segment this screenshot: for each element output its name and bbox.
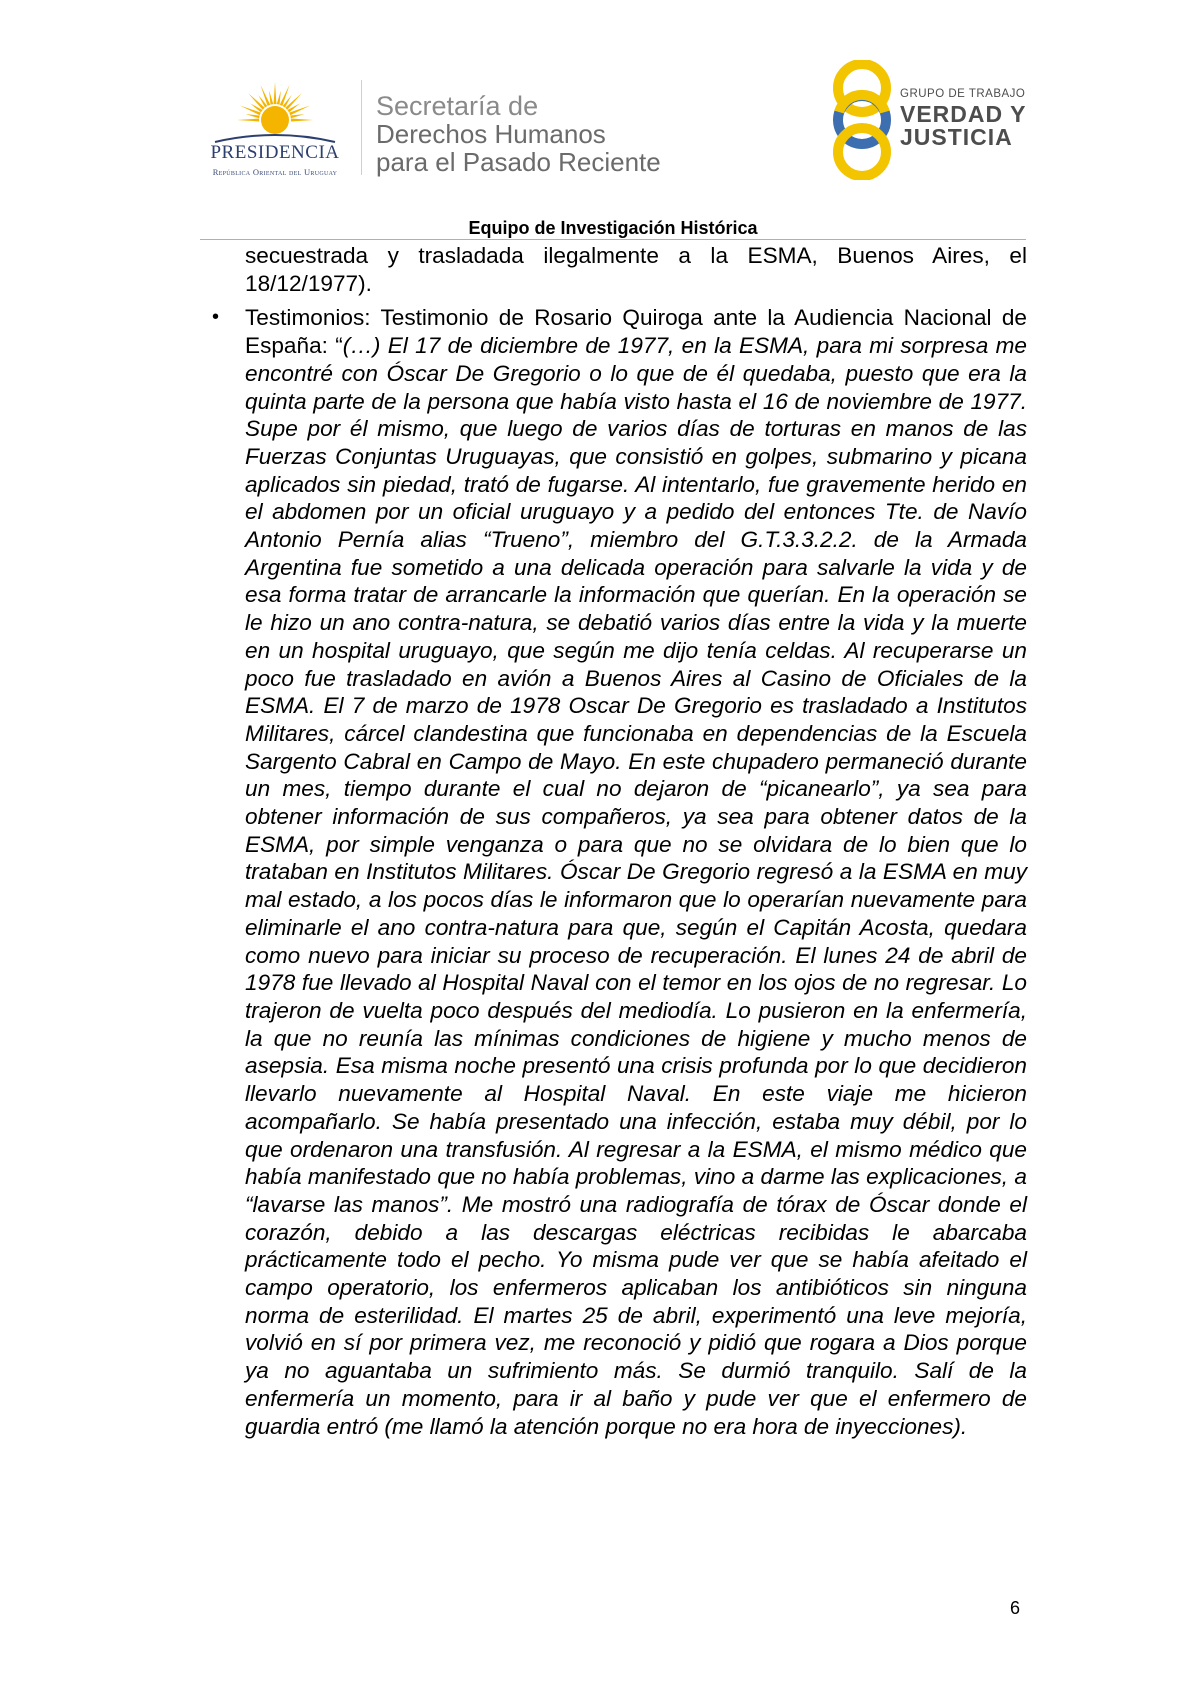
header-divider xyxy=(361,80,362,175)
rings-icon xyxy=(825,60,900,180)
sun-icon xyxy=(195,80,355,144)
gtvj-line-3: JUSTICIA xyxy=(900,124,1013,150)
sun-ray xyxy=(237,119,259,122)
testimonio-quote: (…) El 17 de diciembre de 1977, en la ESMA, para mi sorpresa me encontré con Óscar De Gregorio o lo que de él quedaba, puesto que era la quinta parte de la persona que había visto hasta el 16 de noviembre de 1977. Supe por él mismo, que luego de varios días de torturas en manos de las Fuerzas Conjuntas Uruguayas, que consistió en golpes, submarino y picana aplicados sin piedad, trató de fugarse. Al intentarlo, fue gravemente herido en el abdomen por un oficial uruguayo y a pedido del entonces Tte. de Navío Antonio Pernía alias “Trueno”, miembro del G.T.3.3.2.2. de la Armada Argentina fue sometido a una delicada operación para salvarle la vida y de esa forma tratar de arrancarle la información que querían. En la operación se le hizo un ano contra-natura, se debatió varios días entre la vida y la muerte en un hospital uruguayo, que según me dijo tenía celdas. Al recuperarse un poco fue trasladado en avión a Buenos Aires al Casino de Oficiales de la ESMA. El 7 de marzo de 1978 Oscar De Gregorio es trasladado a Institutos Militares, cárcel clandestina que funcionaba en dependencias de la Escuela Sargento Cabral en Campo de Mayo. En este chupadero permaneció durante un mes, tiempo durante el cual no dejaron de “picanearlo”, ya sea para obtener información de sus compañeros, ya sea para obtener datos de la ESMA, por simple venganza o para que no se olvidara de lo bien que lo trataban en Institutos Militares. Óscar De Gregorio regresó a la ESMA en muy mal estado, a los pocos días le informaron que lo operarían nuevamente para eliminarle el ano contra-natura para que, según el Capitán Acosta, quedara como nuevo para iniciar su proceso de recuperación. El lunes 24 de abril de 1978 fue llevado al Hospital Naval con el temor en los ojos de no regresar. Lo trajeron de vuelta poco después del mediodía. Lo pusieron en la enfermería, la que no reunía las mínimas condiciones de higiene y mucho menos de asepsia. Esa misma noche presentó una crisis profunda por lo que decidieron llevarlo nuevamente al Hospital Naval. En este viaje me hicieron acompañarlo. Se había presentado una infección, estaba muy débil, por lo que ordenaron una transfusión. Al regresar a la ESMA, el mismo médico que había manifestado que no había problemas, vino a darme las explicaciones, a “lavarse las manos”. Me mostró una radiografía de tórax de Óscar donde el corazón, debido a las descargas eléctricas recibidas le abarcaba prácticamente todo el pecho. Yo misma pude ver que se había afeitado el campo operatorio, los enfermeros aplicaban los antibióticos sin ninguna norma de esterilidad. El martes 25 de abril, experimentó una leve mejoría, volvió en sí por primera vez, me reconoció y pidió que rogara a Dios porque ya no aguantaba un sufrimiento más. Se durmió tranquilo. Salí de la enfermería un momento, para ir al baño y pude ver que el enfermero de guardia entró (me llamó la atención porque no era hora de inyecciones). xyxy=(245,333,1027,1439)
gtvj-line-1: GRUPO DE TRABAJO xyxy=(900,88,1026,100)
team-header: Equipo de Investigación Histórica xyxy=(468,218,758,238)
sun-ray xyxy=(277,91,281,105)
page-number: 6 xyxy=(1010,1598,1021,1618)
testimonio-paragraph xyxy=(212,304,1027,1440)
header-rule xyxy=(200,239,1026,240)
sun-ray xyxy=(280,85,290,106)
sun-ray xyxy=(289,105,310,115)
sun-ray xyxy=(291,119,313,122)
bullet-icon: • xyxy=(212,306,220,329)
gtvj-logo xyxy=(825,60,1035,180)
sun-ray xyxy=(290,114,304,118)
testimonio-intro: Testimonios: Testimonio de Rosario Quiroga ante la Audiencia Nacional de España: “ xyxy=(245,305,1027,359)
sun-ray xyxy=(260,85,270,106)
sun-ray xyxy=(240,105,261,115)
gtvj-line-2: VERDAD Y xyxy=(900,101,1027,127)
presidencia-name: PRESIDENCIA xyxy=(210,142,340,163)
secretaria-line-1: Secretaría de xyxy=(376,91,539,121)
presidencia-logo xyxy=(195,80,355,185)
sun-ray xyxy=(246,114,260,118)
continuation-paragraph: secuestrada y trasladada ilegalmente a la ESMA, Buenos Aires, el 18/12/1977). xyxy=(245,243,1027,296)
document-body xyxy=(212,242,1027,1440)
secretaria-line-3: para el Pasado Reciente xyxy=(376,147,661,177)
secretaria-line-2: Derechos Humanos xyxy=(376,119,606,149)
secretaria-title xyxy=(376,92,661,176)
sun-ray xyxy=(269,91,273,105)
sun-ray xyxy=(274,82,277,104)
presidencia-subtitle: República Oriental del Uruguay xyxy=(212,167,338,177)
